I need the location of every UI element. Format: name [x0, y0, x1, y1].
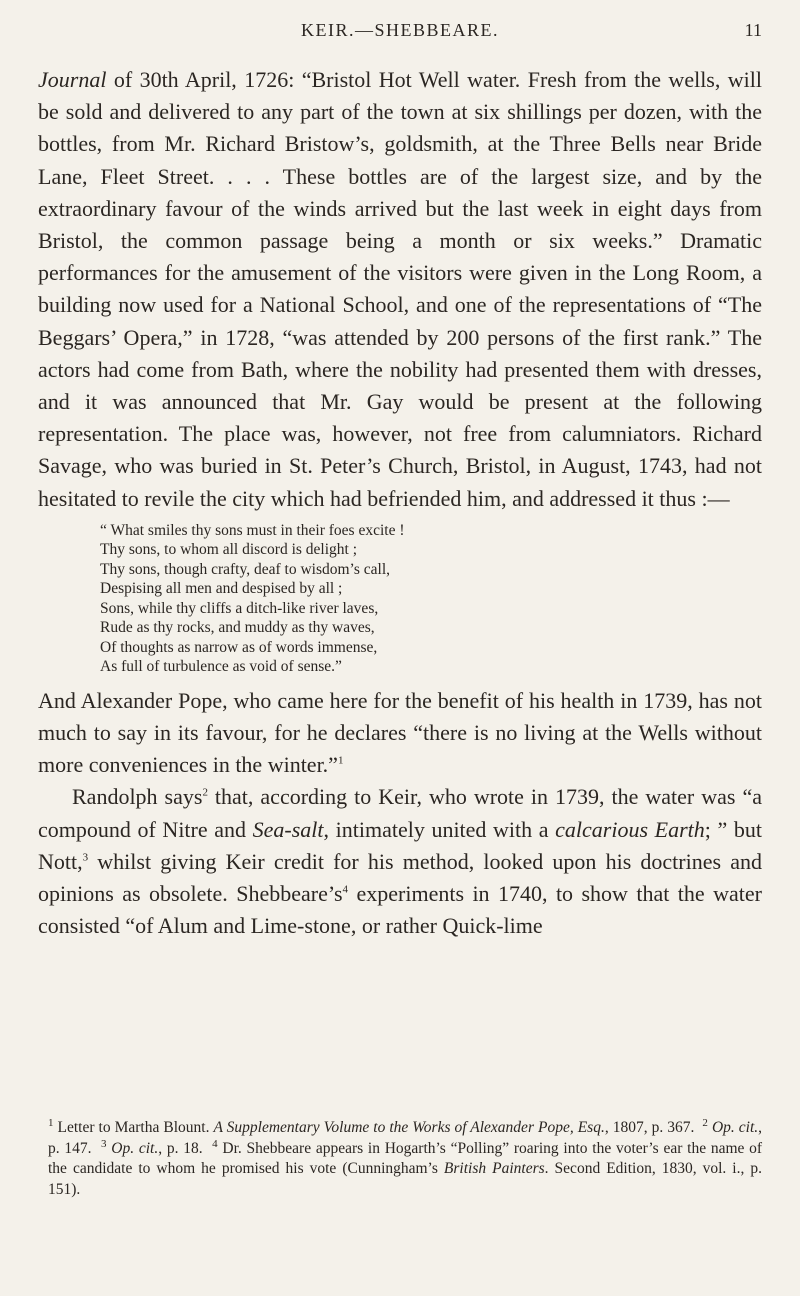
- footnote-1-marker: 1: [48, 1116, 54, 1129]
- footnote-ref-4[interactable]: 4: [342, 883, 349, 896]
- paragraph-3-text-f: experiments in 1740, to show that the water consisted “of Alum and Lime-stone, or rather Quick-lime: [38, 881, 762, 939]
- sea-salt-italic: Sea-salt: [252, 816, 324, 842]
- footnote-3-title: Op. cit.: [111, 1139, 159, 1157]
- verse-line-3: Thy sons, though crafty, deaf to wisdom’s call,: [100, 560, 390, 578]
- body-text: [38, 64, 762, 942]
- verse-line-5: Sons, while thy cliffs a ditch-like river laves,: [100, 599, 379, 617]
- footnote-2-title: Op. cit.: [711, 1119, 759, 1136]
- footnote-1-title: A Supplementary Volume to the Works of Alexander Pope, Esq.: [213, 1119, 605, 1136]
- paragraph-1: [38, 64, 762, 515]
- page-number: 11: [744, 20, 762, 40]
- verse-line-6: Rude as thy rocks, and muddy as thy waves,: [100, 619, 375, 637]
- paragraph-2: [38, 685, 762, 782]
- verse-line-1: “ What smiles thy sons must in their foes excite !: [100, 521, 405, 539]
- footnote-3-marker: 3: [101, 1137, 107, 1150]
- footnote-ref-2[interactable]: 2: [202, 787, 208, 800]
- footnote-4-title: British Painters: [443, 1160, 545, 1177]
- paragraph-3-text-d: ; ” but Nott,: [38, 816, 762, 874]
- paragraph-3: [38, 781, 762, 942]
- footnote-ref-3[interactable]: 3: [82, 851, 89, 864]
- paragraph-3-text-c: , intimately united with a: [323, 816, 556, 842]
- paragraph-3-text-a: Randolph says: [72, 784, 203, 810]
- footnote-4-text: Dr. Shebbeare appears in Hogarth’s “Polling” roaring into the voter’s ear the name of the candidate to whom he promised his vote (Cunningham’s: [48, 1139, 763, 1177]
- paragraph-2-text: And Alexander Pope, who came here for the benefit of his health in 1739, has not much to say in its favour, for he declares “there is no living at the Wells without more conveniences in the winter.”: [38, 687, 762, 778]
- verse-line-2: Thy sons, to whom all discord is delight ;: [100, 541, 358, 559]
- footnote-1-tail: , 1807, p. 367.: [604, 1119, 695, 1136]
- verse-line-4: Despising all men and despised by all ;: [100, 580, 343, 598]
- calcarious-earth-italic: calcarious Earth: [555, 816, 705, 842]
- footnote-3-tail: , p. 18.: [158, 1139, 203, 1157]
- paragraph-1-text: of 30th April, 1726: “Bristol Hot Well water. Fresh from the wells, will be sold and delivered to any part of the town at six shillings per dozen, with the bottles, from Mr. Richard Bristow’s, goldsmith, at the Three Bells near Bride Lane, Fleet Street. . . . These bottles are of the largest size, and by the extraordinary favour of the winds arrived but the last week in eight days from Bristol, the common passage being a month or six weeks.” Dramatic performances for the amusement of the visitors were given in the Long Room, a building now used for a National School, and one of the representations of “The Beggars’ Opera,” in 1728, “was attended by 200 persons of the first rank.” The actors had come from Bath, where the nobility had presented them with dresses, and it was announced that Mr. Gay would be present at the following representation. The place was, however, not free from calumniators. Richard Savage, who was buried in St. Peter’s Church, Bristol, in August, 1743, had not hesitated to revile the city which had befriended him, and addressed it thus :—: [38, 67, 762, 511]
- footnote-2-marker: 2: [702, 1116, 708, 1129]
- footnote-2-tail: , p. 147.: [48, 1119, 763, 1157]
- journal-italic: Journal: [38, 67, 107, 92]
- paragraph-3-text-e: whilst giving Keir credit for his method, looked upon his doctrines and opinions as obsolete. Shebbeare’s: [38, 848, 762, 907]
- footnote-4-marker: 4: [212, 1137, 218, 1150]
- paragraph-3-text-b: that, according to Keir, who wrote in 1739, the water was “a compound of Nitre and: [38, 784, 762, 842]
- verse-line-7: Of thoughts as narrow as of words immense,: [100, 638, 378, 656]
- verse-quotation: [38, 515, 762, 685]
- running-head: [38, 20, 762, 46]
- footnote-ref-1[interactable]: 1: [337, 754, 344, 767]
- footnotes: [48, 1118, 762, 1200]
- footnote-4-tail: . Second Edition, 1830, vol. i., p. 151).: [48, 1160, 763, 1198]
- running-title: KEIR.—SHEBBEARE.: [300, 20, 499, 40]
- verse-line-8: As full of turbulence as void of sense.”: [100, 658, 342, 676]
- footnote-1-text: Letter to Martha Blount.: [53, 1119, 214, 1136]
